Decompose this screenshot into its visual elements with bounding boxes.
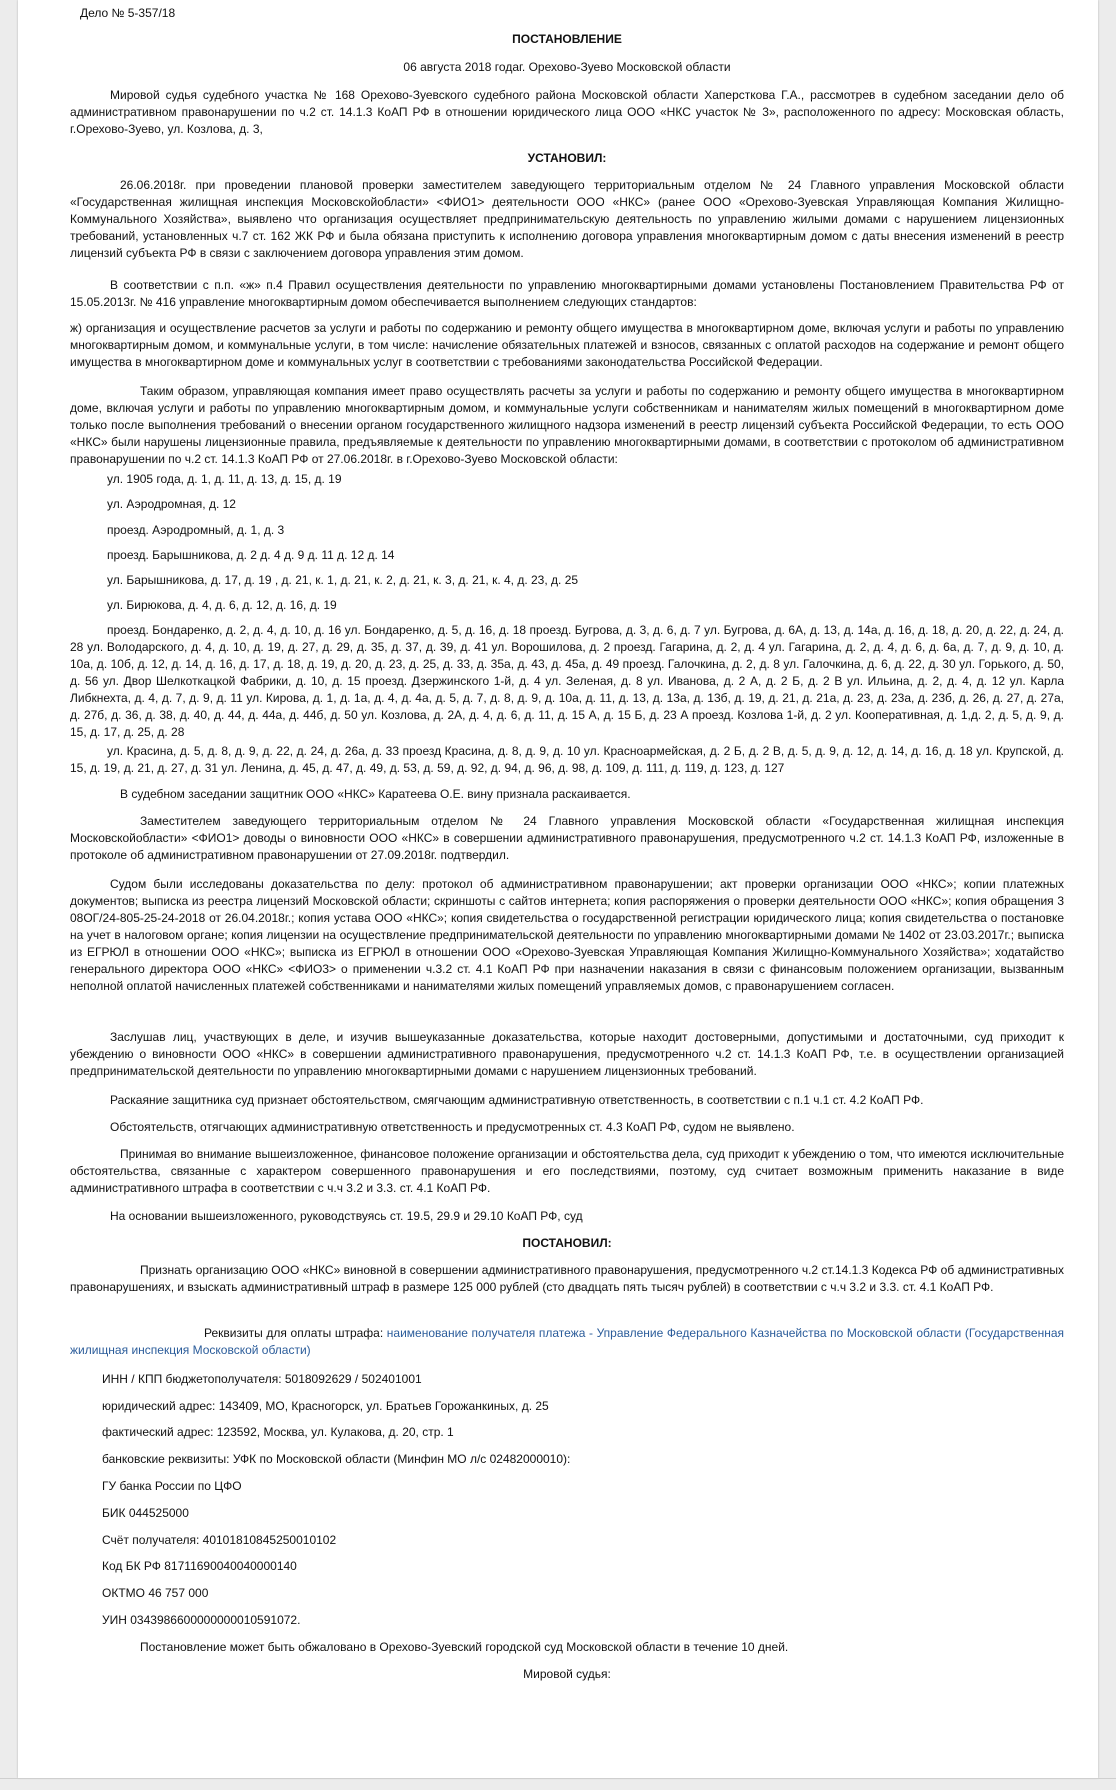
established-heading: УСТАНОВИЛ: bbox=[527, 151, 607, 165]
paragraph-basis: На основании вышеизложенного, руководствуясь ст. 19.5, 29.9 и 29.10 КоАП РФ, суд bbox=[110, 1209, 583, 1223]
paragraph-verdict: Признать организацию ООО «НКС» виновной в совершении административного правонарушения, предусмотренного ч.2 ст.14.1.3 Кодекса РФ об административных правонарушениях, и взыскать административный штраф в размере 125 000 рублей (сто двадцать пять тысяч рублей) в соответствии с ч.ч 3.2 и 3.3. ст. 4.1 КоАП РФ. bbox=[70, 1263, 1064, 1294]
requisites-label: Реквизиты для оплаты штрафа: bbox=[204, 1326, 387, 1340]
requisite-line: Счёт получателя: 40101810845250010102 bbox=[102, 1533, 337, 1547]
paragraph-defender: В судебном заседании защитник ООО «НКС» Каратеева О.Е. вину признала раскаивается. bbox=[120, 787, 631, 801]
paragraph-evidence: Судом были исследованы доказательства по делу: протокол об административном правонарушении; акт проверки организации ООО «НКС»; копии платежных документов; выписка из реестра лицензий Московской области; скриншоты с сайтов интернета; копия распоряжения о проверки деятельности ООО «НКС»; копия обращения 3 08ОГ/24-805-25-24-2018 от 26.04.2018г.; копия устава ООО «НКС»; копия свидетельства о государственной регистрации юридического лица; копия свидетельства о постановке на учет в налоговом органе; копия лицензии на осуществление предпринимательской деятельности по управлению многоквартирными домами № 1402 от 23.03.2017г.; выписка из ЕГРЮЛ в отношении ООО «НКС»; выписка из ЕГРЮЛ в отношении ООО «Орехово-Зуевская Управляющая Компания Жилищно-Коммунального Хозяйства»; ходатайство генерального директора ООО «НКС» <ФИО3> о применении ч.3.2 ст. 4.1 КоАП РФ при назначении наказания в связи с финансовым положением организации, вызванным неполной оплатой начисленных платежей собственниками и нанимателями жилых помещений управляемых домов, с правонарушением согласен. bbox=[70, 877, 1064, 993]
requisite-line: Код БК РФ 81711690040040000140 bbox=[102, 1559, 297, 1573]
requisite-line: юридический адрес: 143409, МО, Красногорск, ул. Братьев Горожанкиных, д. 25 bbox=[102, 1399, 549, 1413]
address-item: проезд. Барышникова, д. 2 д. 4 д. 9 д. 11 д. 12 д. 14 bbox=[107, 548, 395, 562]
intro-paragraph: Мировой судья судебного участка № 168 Орехово-Зуевского судебного района Московской области Хаперсткова Г.А., рассмотрев в судебном заседании дело об административном правонарушении по ч.2 ст. 14.1.3 КоАП РФ в отношении юридического лица ООО «НКС участок № 3», расположенного по адресу: Московская область, г.Орехово-Зуево, ул. Козлова, д. 3, bbox=[70, 88, 1064, 136]
address-item: ул. Барышникова, д. 17, д. 19 , д. 21, к. 1, д. 21, к. 2, д. 21, к. 3, д. 21, к. 4, д. 23, д. 25 bbox=[107, 573, 579, 587]
decided-heading: ПОСТАНОВИЛ: bbox=[522, 1236, 612, 1250]
page-bottom-divider bbox=[0, 1778, 1116, 1779]
document-page bbox=[18, 0, 1098, 1778]
address-block: ул. Красина, д. 5, д. 8, д. 9, д. 22, д. 24, д. 26а, д. 33 проезд Красина, д. 8, д. 9, д. 10 ул. Красноармейская, д. 2 Б, д. 2 В, д. 5, д. 9, д. 12, д. 14, д. 16, д. 18 ул. Крупской, д. 15, д. 19, д. 21, д. 27, д. 31 ул. Ленина, д. 45, д. 47, д. 49, д. 53, д. 59, д. 92, д. 94, д. 96, д. 98, д. 109, д. 111, д. 119, д. 123, д. 127 bbox=[70, 744, 1064, 775]
address-item: ул. Бирюкова, д. 4, д. 6, д. 12, д. 16, д. 19 bbox=[107, 598, 337, 612]
paragraph-aggravating: Обстоятельств, отягчающих административную ответственность и предусмотренных ст. 4.3 КоАП РФ, судом не выявлено. bbox=[110, 1120, 795, 1134]
requisite-line: фактический адрес: 123592, Москва, ул. Кулакова, д. 20, стр. 1 bbox=[102, 1425, 454, 1439]
document-title: ПОСТАНОВЛЕНИЕ bbox=[512, 32, 622, 46]
signature-label: Мировой судья: bbox=[523, 1667, 611, 1681]
requisite-line: ОКТМО 46 757 000 bbox=[102, 1586, 209, 1600]
paragraph-mitigating: Раскаяние защитника суд признает обстоятельством, смягчающим административную ответственность, в соответствии с п.1 ч.1 ст. 4.2 КоАП РФ. bbox=[110, 1093, 924, 1107]
requisites-recipient-link[interactable]: наименование получателя платежа - Управление Федерального Казначейства по Московской области (Государственная жилищная инспекция Московской области) bbox=[70, 1326, 1064, 1357]
date-place: 06 августа 2018 годаг. Орехово-Зуево Московской области bbox=[403, 60, 731, 74]
paragraph-conclusion: Таким образом, управляющая компания имеет право осуществлять расчеты за услуги и работы по содержанию и ремонту общего имущества в многоквартирном доме, включая услуги и работы по управлению многоквартирным домом, и коммунальные услуги собственникам и нанимателям жилых помещений в многоквартирном доме только после выполнения требований о внесении органом государственного жилищного надзора изменений в реестр лицензий субъекта Российской Федерации, то есть ООО «НКС» были нарушены лицензионные правила, предъявляемые к деятельности по управлению многоквартирными домами, в соответствии с протоколом об административном правонарушении по ч.2 ст. 14.1.3 КоАП РФ от 27.06.2018г. в г.Орехово-Зуево Московской области: bbox=[70, 384, 1064, 466]
address-item: ул. Аэродромная, д. 12 bbox=[107, 497, 236, 511]
paragraph-rules: В соответствии с п.п. «ж» п.4 Правил осуществления деятельности по управлению многоквартирными домами установлены Постановлением Правительства РФ от 15.05.2013г. № 416 управление многоквартирным домом обеспечивается выполнением следующих стандартов: bbox=[70, 278, 1064, 309]
requisite-line: ГУ банка России по ЦФО bbox=[102, 1479, 242, 1493]
address-block: проезд. Бондаренко, д. 2, д. 4, д. 10, д. 16 ул. Бондаренко, д. 5, д. 16, д. 18 проезд. Бугрова, д. 3, д. 6, д. 7 ул. Бугрова, д. 6А, д. 13, д. 14а, д. 16, д. 18, д. 20, д. 22, д. 24, д. 28 ул. Володарского, д. 4, д. 10, д. 19, д. 27, д. 29, д. 35, д. 37, д. 39, д. 41 ул. Ворошилова, д. 2 проезд. Гагарина, д. 2, д. 4 ул. Гагарина, д. 2, д. 4, д. 6, д. 6а, д. 7, д. 9, д. 10, д. 10а, д. 10б, д. 12, д. 14, д. 16, д. 17, д. 18, д. 19, д. 20, д. 23, д. 25, д. 33, д. 35а, д. 43, д. 45а, д. 49 проезд. Галочкина, д. 2, д. 8 ул. Галочкина, д. 6, д. 22, д. 30 ул. Горького, д. 50, д. 56 ул. Двор Шелкоткацкой Фабрики, д. 10, д. 15 проезд. Дзержинского 1-й, д. 4 ул. Зеленая, д. 8 ул. Иванова, д. 2 А, д. 2 Б, д. 2 В ул. Ильина, д. 2, д. 4, д. 12 ул. Карла Либкнехта, д. 4, д. 7, д. 9, д. 11 ул. Кирова, д. 1, д. 1а, д. 4, д. 4а, д. 5, д. 7, д. 8, д. 9, д. 10а, д. 11, д. 13, д. 13а, д. 13б, д. 19, д. 21, д. 21а, д. 23, д. 23а, д. 23б, д. 26, д. 27, д. 27а, д. 27б, д. 36, д. 38, д. 40, д. 44, д. 44а, д. 44б, д. 50 ул. Козлова, д. 2А, д. 4, д. 6, д. 11, д. 15 А, д. 15 Б, д. 23 А проезд. Козлова 1-й, д. 2 ул. Кооперативная, д. 1,д. 2, д. 5, д. 9, д. 15, д. 17, д. 25, д. 28 bbox=[70, 623, 1064, 739]
paragraph-standard-zh: ж) организация и осуществление расчетов за услуги и работы по содержанию и ремонту общего имущества в многоквартирном доме, включая услуги и работы по управлению многоквартирным домом, и коммунальные услуги, в том числе: начисление обязательных платежей и взносов, связанных с оплатой расходов на содержание и ремонт общего имущества в многоквартирном доме и коммунальных услуг в соответствии с требованиями законодательства Российской Федерации. bbox=[70, 321, 1064, 369]
requisite-line: ИНН / КПП бюджетополучателя: 5018092629 / 502401001 bbox=[102, 1372, 422, 1386]
address-item: проезд. Аэродромный, д. 1, д. 3 bbox=[107, 523, 285, 537]
paragraph-penalty-reason: Принимая во внимание вышеизложенное, финансовое положение организации и обстоятельства дела, суд приходит к убеждению о том, что имеются исключительные обстоятельства, связанные с характером совершенного правонарушения и его последствиями, поэтому, суд считает возможным применить наказание в виде административного штрафа в соответствии с ч.ч 3.2 и 3.3. ст. 4.1 КоАП РФ. bbox=[70, 1147, 1064, 1195]
paragraph-deputy: Заместителем заведующего территориальным отделом № 24 Главного управления Московской области «Государственная жилищная инспекция Московскойобласти» <ФИО1> доводы о виновности ООО «НКС» в совершении административного правонарушения, предусмотренного ч.2 ст. 14.1.3 КоАП РФ, изложенные в протоколе об административном правонарушении от 27.09.2018г. подтвердил. bbox=[70, 814, 1064, 862]
address-item: ул. 1905 года, д. 1, д. 11, д. 13, д. 15, д. 19 bbox=[107, 472, 342, 486]
paragraph-inspection: 26.06.2018г. при проведении плановой проверки заместителем заведующего территориальным отделом № 24 Главного управления Московской области «Государственная жилищная инспекция Московскойобласти» <ФИО1> деятельности ООО «НКС» (ранее ООО «Орехово-Зуевская Управляющая Компания Жилищно-Коммунального Хозяйства», выявлено что организация осуществляет предпринимательскую деятельность по управлению жилыми домами с нарушением лицензионных требований, установленных ч.7 ст. 162 ЖК РФ и была обязана приступить к исполнению договора управления многоквартирным домом с даты внесения изменений в реестр лицензий субъекта РФ в связи с заключением договора управления этим домом. bbox=[70, 178, 1064, 260]
requisite-line: банковские реквизиты: УФК по Московской области (Минфин МО л/с 02482000010): bbox=[102, 1452, 571, 1466]
case-number: Дело № 5-357/18 bbox=[80, 6, 176, 20]
paragraph-appeal: Постановление может быть обжаловано в Орехово-Зуевский городской суд Московской области в течение 10 дней. bbox=[140, 1640, 789, 1654]
requisites-intro bbox=[70, 1325, 1064, 1359]
paragraph-court-findings: Заслушав лиц, участвующих в деле, и изучив вышеуказанные доказательства, которые находит достоверными, допустимыми и достаточными, суд приходит к убеждению о виновности ООО «НКС» в совершении административного правонарушения, предусмотренного ч.2 ст. 14.1.3 КоАП РФ, т.е. в осуществлении организацией предпринимательской деятельности по управлению многоквартирными домами с нарушением лицензионных требований. bbox=[70, 1030, 1064, 1078]
requisite-line: БИК 044525000 bbox=[102, 1506, 189, 1520]
requisite-line: УИН 0343986600000000010591072. bbox=[102, 1613, 301, 1627]
